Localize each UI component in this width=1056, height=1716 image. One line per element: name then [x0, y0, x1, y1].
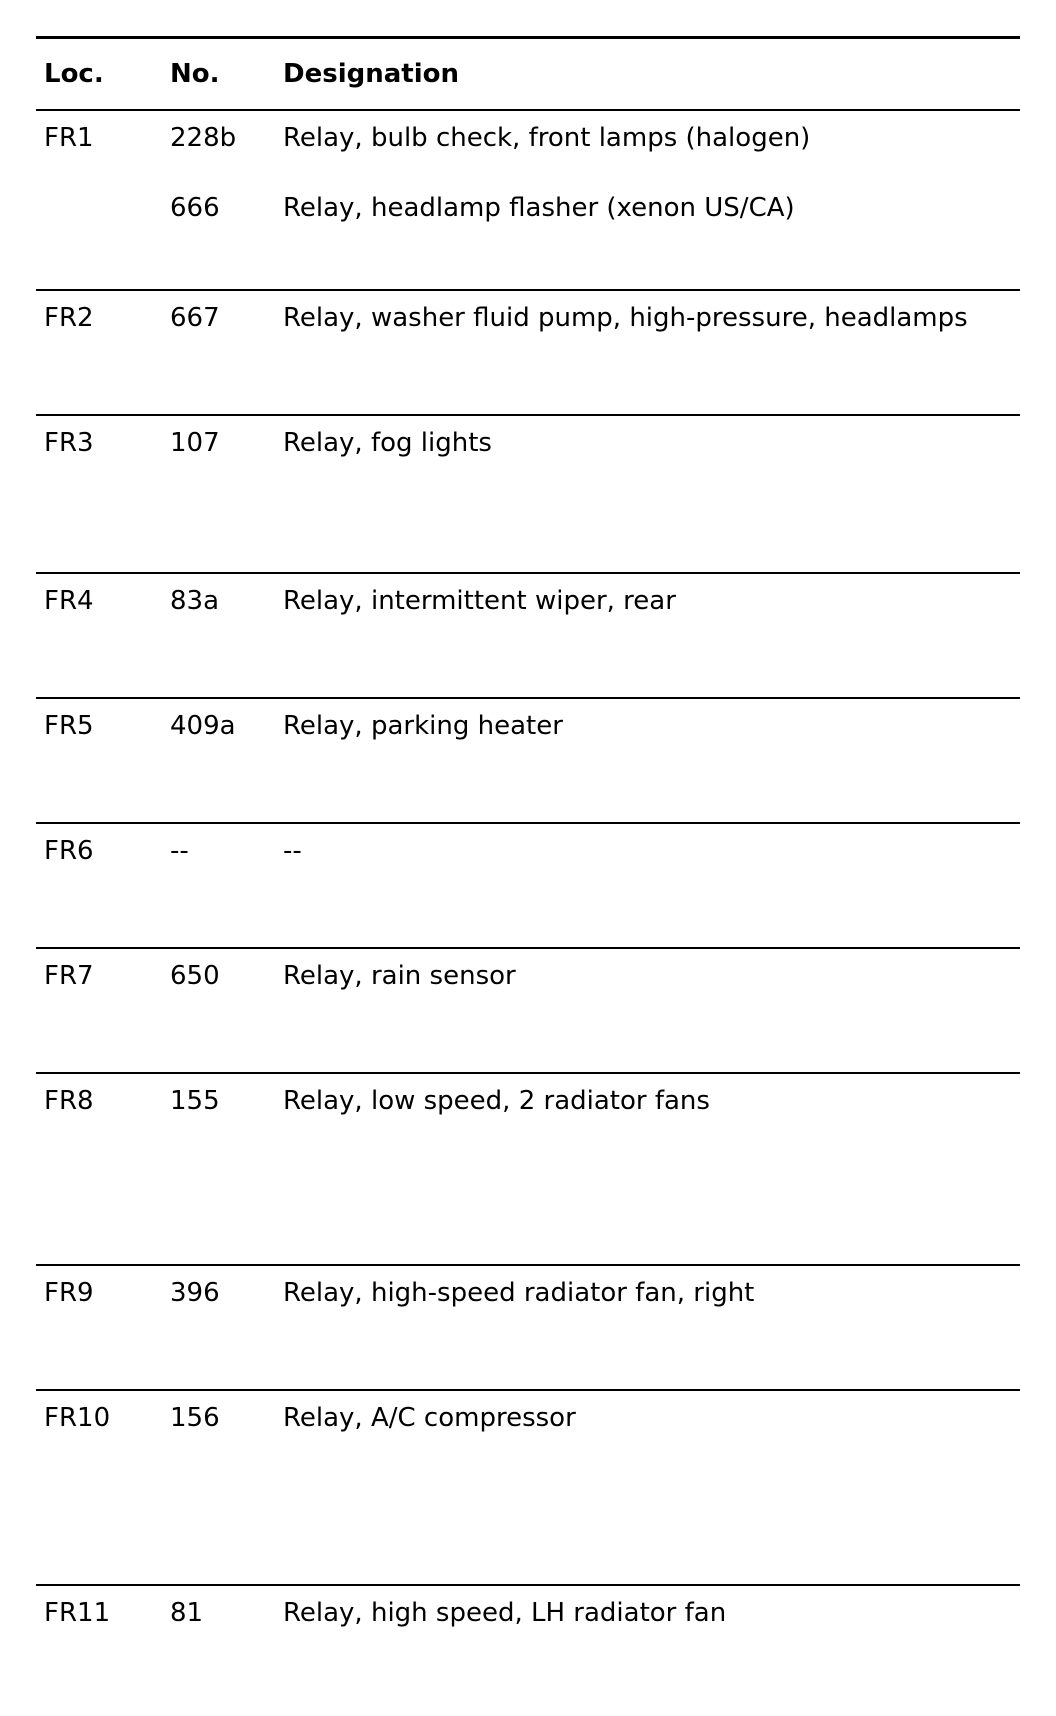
table-row — [36, 699, 1020, 824]
header-loc: Loc. — [44, 59, 104, 89]
loc-cell: FR3 — [44, 428, 94, 458]
number-cell: 666 — [170, 193, 220, 223]
table-row — [36, 574, 1020, 699]
number-cell: -- — [170, 836, 189, 866]
designation-cell: Relay, parking heater — [283, 711, 563, 741]
designation-cell: Relay, headlamp flasher (xenon US/CA) — [283, 193, 795, 223]
loc-cell: FR1 — [44, 123, 94, 153]
designation-cell: Relay, A/C compressor — [283, 1403, 576, 1433]
loc-cell: FR10 — [44, 1403, 111, 1433]
header-designation: Designation — [283, 59, 459, 89]
designation-cell: Relay, high-speed radiator fan, right — [283, 1278, 755, 1308]
designation-cell: Relay, bulb check, front lamps (halogen) — [283, 123, 811, 153]
number-cell: 667 — [170, 303, 220, 333]
loc-cell: FR6 — [44, 836, 94, 866]
designation-cell: -- — [283, 836, 302, 866]
number-cell: 650 — [170, 961, 220, 991]
number-cell: 228b — [170, 123, 237, 153]
loc-cell: FR9 — [44, 1278, 94, 1308]
number-cell: 155 — [170, 1086, 220, 1116]
number-cell: 83a — [170, 586, 220, 616]
number-cell: 107 — [170, 428, 220, 458]
loc-cell: FR11 — [44, 1598, 111, 1628]
table-row — [36, 1586, 1020, 1686]
table-row — [36, 949, 1020, 1074]
designation-cell: Relay, intermittent wiper, rear — [283, 586, 676, 616]
loc-cell: FR8 — [44, 1086, 94, 1116]
designation-cell: Relay, high speed, LH radiator fan — [283, 1598, 727, 1628]
header-no: No. — [170, 59, 220, 89]
designation-cell: Relay, fog lights — [283, 428, 492, 458]
table-row — [36, 111, 1020, 291]
table-row — [36, 1391, 1020, 1586]
number-cell: 409a — [170, 711, 236, 741]
table-row — [36, 1074, 1020, 1266]
table-header — [36, 39, 1020, 109]
loc-cell: FR7 — [44, 961, 94, 991]
loc-cell: FR5 — [44, 711, 94, 741]
number-cell: 156 — [170, 1403, 220, 1433]
table-row — [36, 824, 1020, 949]
loc-cell: FR2 — [44, 303, 94, 333]
table-row — [36, 291, 1020, 416]
number-cell: 81 — [170, 1598, 204, 1628]
designation-cell: Relay, low speed, 2 radiator fans — [283, 1086, 710, 1116]
loc-cell: FR4 — [44, 586, 94, 616]
table-row — [36, 1266, 1020, 1391]
table-row — [36, 416, 1020, 574]
number-cell: 396 — [170, 1278, 220, 1308]
designation-cell: Relay, washer fluid pump, high-pressure, headlamps — [283, 303, 968, 333]
designation-cell: Relay, rain sensor — [283, 961, 516, 991]
